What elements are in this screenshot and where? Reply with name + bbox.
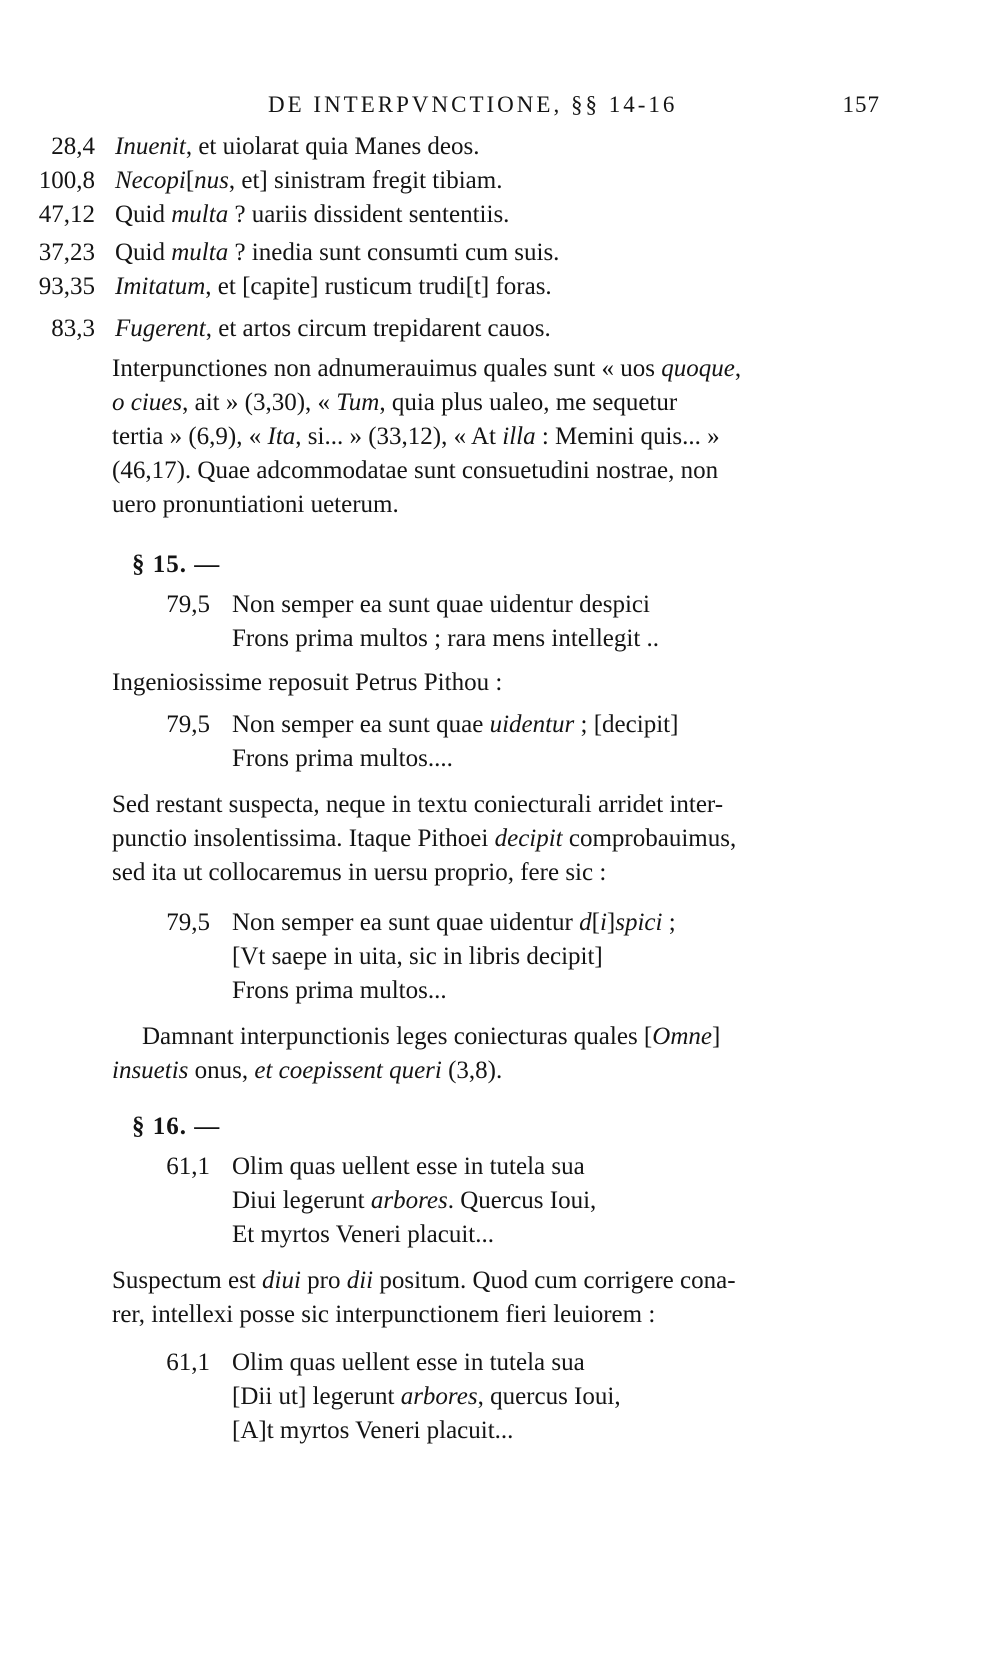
verse-line [0, 236, 559, 270]
line-reference: 47,12 [38, 201, 95, 228]
verse-line [130, 708, 678, 742]
verse-line [0, 312, 551, 346]
verse-text: [A]t myrtos Veneri placuit... [232, 1417, 514, 1444]
verse-line [130, 1346, 585, 1380]
line-reference: 28,4 [51, 133, 95, 160]
paragraph-line: o ciues, ait » (3,30), « Tum, quia plus ualeo, me sequetur [112, 389, 678, 416]
verse-line [130, 588, 650, 622]
running-header [268, 88, 880, 122]
verse-line [130, 1150, 585, 1184]
verse-line [130, 1218, 494, 1252]
verse-text: Inuenit, et uiolarat quia Manes deos. [115, 133, 480, 160]
verse-line [0, 198, 509, 232]
paragraph-interpunctiones [112, 352, 890, 522]
verse-line [130, 1184, 596, 1218]
line-reference: 79,5 [166, 909, 210, 936]
line-reference: 79,5 [166, 711, 210, 738]
line-reference: 79,5 [166, 591, 210, 618]
paragraph-sed-restant [112, 788, 890, 890]
verse-text: Quid multa ? uariis dissident sententiis. [115, 201, 510, 228]
paragraph-line: Sed restant suspecta, neque in textu coniecturali arridet inter- [112, 791, 724, 818]
verse-line [130, 940, 603, 974]
section-15-label: § 15. — [132, 551, 221, 578]
line-reference: 100,8 [38, 167, 95, 194]
verse-text: Necopi[nus, et] sinistram fregit tibiam. [115, 167, 503, 194]
verse-text: Frons prima multos.... [232, 745, 453, 772]
verse-line [0, 164, 502, 198]
paragraph-line: insuetis onus, et coepissent queri (3,8). [112, 1057, 503, 1084]
verse-line [130, 1380, 621, 1414]
paragraph-line: rer, intellexi posse sic interpunctionem fieri leuiorem : [112, 1301, 656, 1328]
line-reference: 83,3 [51, 315, 95, 342]
paragraph-line: sed ita ut collocaremus in uersu proprio, fere sic : [112, 859, 607, 886]
verse-line [0, 130, 480, 164]
verse-text: Olim quas uellent esse in tutela sua [232, 1349, 585, 1376]
verse-text: Non semper ea sunt quae uidentur ; [decipit] [232, 711, 679, 738]
section-16-label: § 16. — [132, 1113, 221, 1140]
paragraph-line: Damnant interpunctionis leges coniecturas quales [Omne] [142, 1023, 721, 1050]
verse-line [0, 270, 552, 304]
verse-text: Frons prima multos ; rara mens intellegit .. [232, 625, 660, 652]
verse-text: Fugerent, et artos circum trepidarent cauos. [115, 315, 551, 342]
paragraph-pithou [112, 666, 890, 700]
line-reference: 37,23 [38, 239, 95, 266]
paragraph-suspectum [112, 1264, 890, 1332]
page-number: 157 [842, 92, 880, 117]
paragraph-line: (46,17). Quae adcommodatae sunt consuetudini nostrae, non [112, 457, 719, 484]
line-reference: 61,1 [166, 1153, 210, 1180]
verse-text: [Vt saepe in uita, sic in libris decipit] [232, 943, 603, 970]
verse-text: Imitatum, et [capite] rusticum trudi[t] foras. [115, 273, 552, 300]
verse-text: Non semper ea sunt quae uidentur d[i]spici ; [232, 909, 676, 936]
verse-text: Diui legerunt arbores. Quercus Ioui, [232, 1187, 597, 1214]
line-reference: 93,35 [38, 273, 95, 300]
verse-line [130, 974, 447, 1008]
verse-line [130, 622, 659, 656]
paragraph-line: tertia » (6,9), « Ita, si... » (33,12), « At illa : Memini quis... » [112, 423, 720, 450]
paragraph-damnant [112, 1020, 890, 1088]
verse-text: [Dii ut] legerunt arbores, quercus Ioui, [232, 1383, 621, 1410]
paragraph-line: punctio insolentissima. Itaque Pithoei decipit comprobauimus, [112, 825, 737, 852]
verse-line [130, 906, 676, 940]
verse-text: Non semper ea sunt quae uidentur despici [232, 591, 650, 618]
paragraph-line: Ingeniosissime reposuit Petrus Pithou : [112, 669, 503, 696]
paragraph-line: Interpunctiones non adnumerauimus quales sunt « uos quoque, [112, 355, 742, 382]
line-reference: 61,1 [166, 1349, 210, 1376]
running-title: DE INTERPVNCTIONE, §§ 14-16 [268, 92, 678, 117]
verse-line [130, 742, 453, 776]
paragraph-line: Suspectum est diui pro dii positum. Quod cum corrigere cona- [112, 1267, 736, 1294]
section-16-heading [132, 1110, 220, 1144]
verse-text: Et myrtos Veneri placuit... [232, 1221, 494, 1248]
paragraph-line: uero pronuntiationi ueterum. [112, 491, 399, 518]
verse-text: Frons prima multos... [232, 977, 447, 1004]
verse-text: Quid multa ? inedia sunt consumti cum suis. [115, 239, 560, 266]
verse-text: Olim quas uellent esse in tutela sua [232, 1153, 585, 1180]
section-15-heading [132, 548, 220, 582]
verse-line [130, 1414, 513, 1448]
